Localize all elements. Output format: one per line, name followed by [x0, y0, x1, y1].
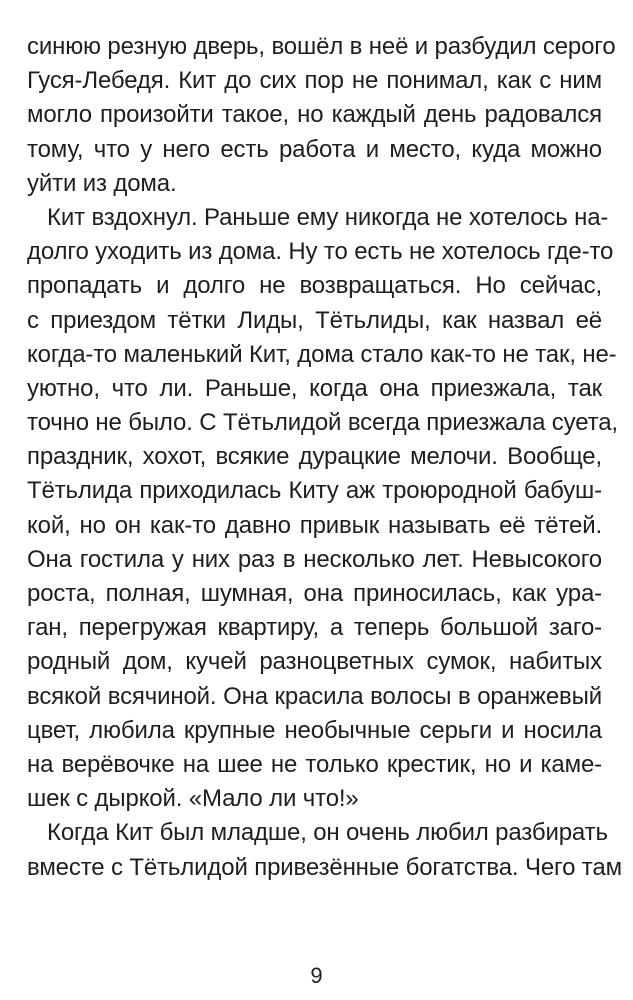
text-line: могло произойти такое, но каждый день радовался	[27, 101, 602, 129]
text-line: Гуся-Лебедя. Кит до сих пор не понимал, как с ним	[27, 67, 602, 95]
text-line: шек с дыркой. «Мало ли что!»	[27, 785, 359, 813]
text-line: точно не было. С Тётьлидой всегда приезжала суета,	[27, 409, 618, 437]
text-line: кой, но он как-то давно привык называть её тётей.	[27, 511, 602, 539]
paragraph-start-line: Кит вздохнул. Раньше ему никогда не хотелось на-	[47, 203, 609, 231]
text-line: пропадать и долго не возвращаться. Но сейчас,	[27, 272, 602, 300]
text-line: долго уходить из дома. Ну то есть не хотелось где-то	[27, 238, 614, 266]
text-line: праздник, хохот, всякие дурацкие мелочи. Вообще,	[27, 443, 602, 471]
text-line: когда-то маленький Кит, дома стало как-то не так, не-	[27, 340, 617, 368]
text-line: родный дом, кучей разноцветных сумок, набитых	[27, 648, 602, 676]
text-line: вместе с Тётьлидой привезённые богатства. Чего там	[27, 853, 622, 881]
text-line: с приездом тётки Лиды, Тётьлиды, как назвал её	[27, 306, 602, 334]
text-line: тому, что у него есть работа и место, куда можно	[27, 135, 602, 163]
text-line: цвет, любила крупные необычные серьги и носила	[27, 716, 602, 744]
body-text	[27, 30, 622, 885]
text-line: синюю резную дверь, вошёл в неё и разбудил серого	[27, 33, 616, 60]
text-line: роста, полная, шумная, она приносилась, как ура-	[27, 580, 602, 607]
text-line: уйти из дома.	[27, 169, 177, 197]
page-number: 9	[310, 963, 323, 988]
text-line: Тётьлида приходилась Киту аж троюродной бабуш-	[27, 477, 602, 505]
text-line: всякой всячиной. Она красила волосы в оранжевый	[27, 682, 602, 710]
text-line: на верёвочке на шее не только крестик, но и каме-	[27, 750, 602, 778]
text-line: ган, перегружая квартиру, а теперь большой заго-	[27, 614, 602, 642]
paragraph-start-line: Когда Кит был младше, он очень любил разбирать	[47, 819, 608, 847]
text-line: уютно, что ли. Раньше, когда она приезжала, так	[27, 374, 602, 402]
text-line: Она гостила у них раз в несколько лет. Невысокого	[27, 545, 602, 573]
